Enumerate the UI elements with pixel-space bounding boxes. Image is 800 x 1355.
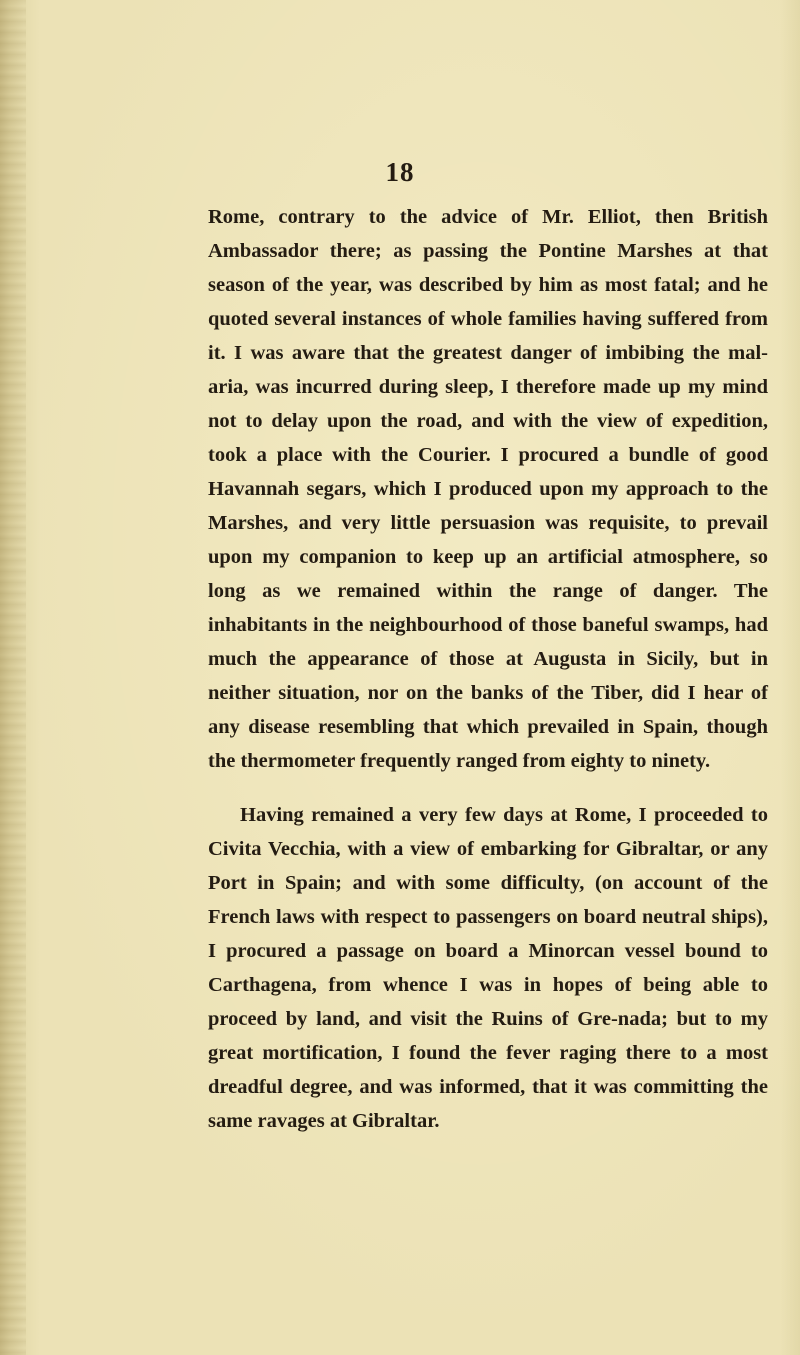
page-number: 18	[385, 157, 415, 187]
body-text	[208, 200, 768, 1138]
paragraph-2: Having remained a very few days at Rome, I proceeded to Civita Vecchia, with a view of embarking for Gibraltar, or any Port in Spain; and with some difficulty, (on account of the French laws with respect to passengers on board neutral ships), I procured a passage on board a Minorcan vessel bound to Carthagena, from whence I was in hopes of being able to proceed by land, and visit the Ruins of Gre-nada; but to my great mortification, I found the fever raging there to a most dreadful degree, and was informed, that it was committing the same ravages at Gibraltar.	[208, 804, 768, 1132]
paragraph-1: Rome, contrary to the advice of Mr. Elliot, then British Ambassador there; as passing the Pontine Marshes at that season of the year, was described by him as most fatal; and he quoted several instances of whole families having suffered from it. I was aware that the greatest danger of imbibing the mal-aria, was incurred during sleep, I therefore made up my mind not to delay upon the road, and with the view of expedition, took a place with the Courier. I procured a bundle of good Havannah segars, which I produced upon my approach to the Marshes, and very little persuasion was requisite, to prevail upon my companion to keep up an artificial atmosphere, so long as we remained within the range of danger. The inhabitants in the neighbourhood of those baneful swamps, had much the appearance of those at Augusta in Sicily, but in neither situation, nor on the banks of the Tiber, did I hear of any disease resembling that which prevailed in Spain, though the thermometer frequently ranged from eighty to ninety.	[208, 206, 768, 772]
binding-gutter	[0, 0, 26, 1355]
